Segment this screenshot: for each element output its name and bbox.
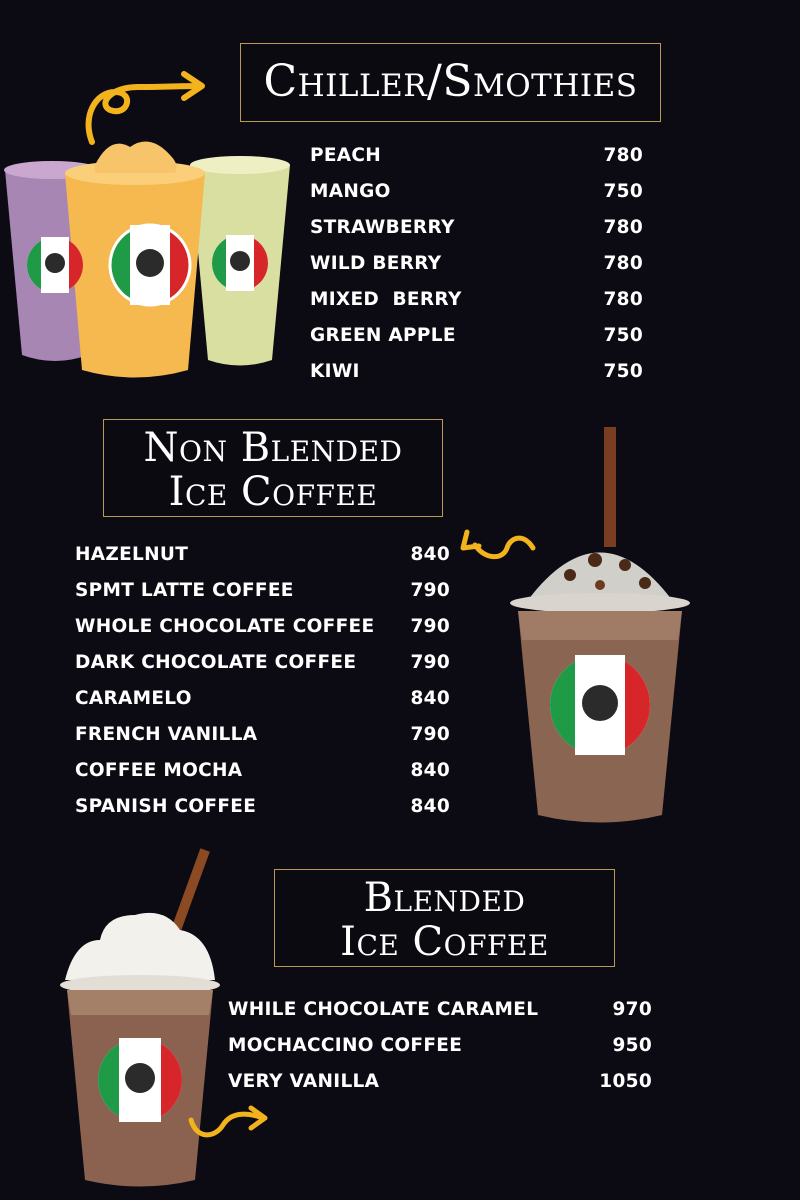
- menu-item: [310, 210, 643, 246]
- item-name: MOCHACCINO COFFEE: [228, 1035, 463, 1056]
- section-title-chiller: [240, 43, 661, 122]
- item-price: 780: [603, 145, 643, 166]
- item-name: COFFEE MOCHA: [75, 760, 243, 781]
- menu-list-chiller: [310, 138, 643, 390]
- item-price: 790: [410, 724, 450, 745]
- item-price: 750: [603, 361, 643, 382]
- item-name: SPMT LATTE COFFEE: [75, 580, 294, 601]
- menu-item: [75, 609, 450, 645]
- item-price: 750: [603, 325, 643, 346]
- item-name: MANGO: [310, 181, 391, 202]
- item-price: 840: [410, 688, 450, 709]
- item-price: 950: [612, 1035, 652, 1056]
- item-name: SPANISH COFFEE: [75, 796, 257, 817]
- item-price: 970: [612, 999, 652, 1020]
- section-title-line: Ice Coffee: [340, 919, 549, 965]
- item-price: 1050: [599, 1071, 652, 1092]
- menu-item: [228, 992, 652, 1028]
- item-price: 780: [603, 253, 643, 274]
- menu-item: [310, 174, 643, 210]
- curved-arrow-icon: [185, 1100, 275, 1145]
- menu-item: [75, 717, 450, 753]
- section-title-blended: [274, 869, 615, 967]
- menu-item: [75, 681, 450, 717]
- section-title-line: Non Blended: [143, 425, 403, 471]
- section-title-line: Blended: [363, 875, 526, 921]
- menu-item: [75, 645, 450, 681]
- item-name: PEACH: [310, 145, 382, 166]
- item-price: 790: [410, 580, 450, 601]
- menu-item: [310, 318, 643, 354]
- menu-item: [75, 789, 450, 825]
- section-title-line: Ice Coffee: [168, 469, 378, 515]
- item-price: 840: [410, 796, 450, 817]
- menu-item: [75, 573, 450, 609]
- item-price: 780: [603, 217, 643, 238]
- menu-item: [310, 246, 643, 282]
- item-name: MIXED BERRY: [310, 289, 462, 310]
- item-name: VERY VANILLA: [228, 1071, 380, 1092]
- menu-item: [310, 138, 643, 174]
- item-name: WILD BERRY: [310, 253, 442, 274]
- menu-list-blended: [228, 992, 652, 1100]
- item-name: KIWI: [310, 361, 360, 382]
- item-name: WHOLE CHOCOLATE COFFEE: [75, 616, 375, 637]
- item-price: 790: [410, 652, 450, 673]
- menu-item: [310, 354, 643, 390]
- menu-item: [75, 753, 450, 789]
- menu-list-non-blended: [75, 537, 450, 825]
- item-name: CARAMELO: [75, 688, 192, 709]
- smoothies-image: [0, 135, 295, 385]
- menu-item: [228, 1028, 652, 1064]
- item-price: 840: [410, 544, 450, 565]
- item-name: HAZELNUT: [75, 544, 189, 565]
- item-name: FRENCH VANILLA: [75, 724, 258, 745]
- item-price: 750: [603, 181, 643, 202]
- menu-item: [75, 537, 450, 573]
- item-price: 780: [603, 289, 643, 310]
- section-title-non-blended: [103, 419, 443, 517]
- section-title-line: Chiller/Smothies: [263, 56, 638, 107]
- item-name: STRAWBERRY: [310, 217, 455, 238]
- item-price: 840: [410, 760, 450, 781]
- item-name: DARK CHOCOLATE COFFEE: [75, 652, 357, 673]
- menu-item: [310, 282, 643, 318]
- menu-item: [228, 1064, 652, 1100]
- item-price: 790: [410, 616, 450, 637]
- non-blended-coffee-image: [500, 425, 700, 825]
- item-name: GREEN APPLE: [310, 325, 456, 346]
- item-name: WHILE CHOCOLATE CARAMEL: [228, 999, 539, 1020]
